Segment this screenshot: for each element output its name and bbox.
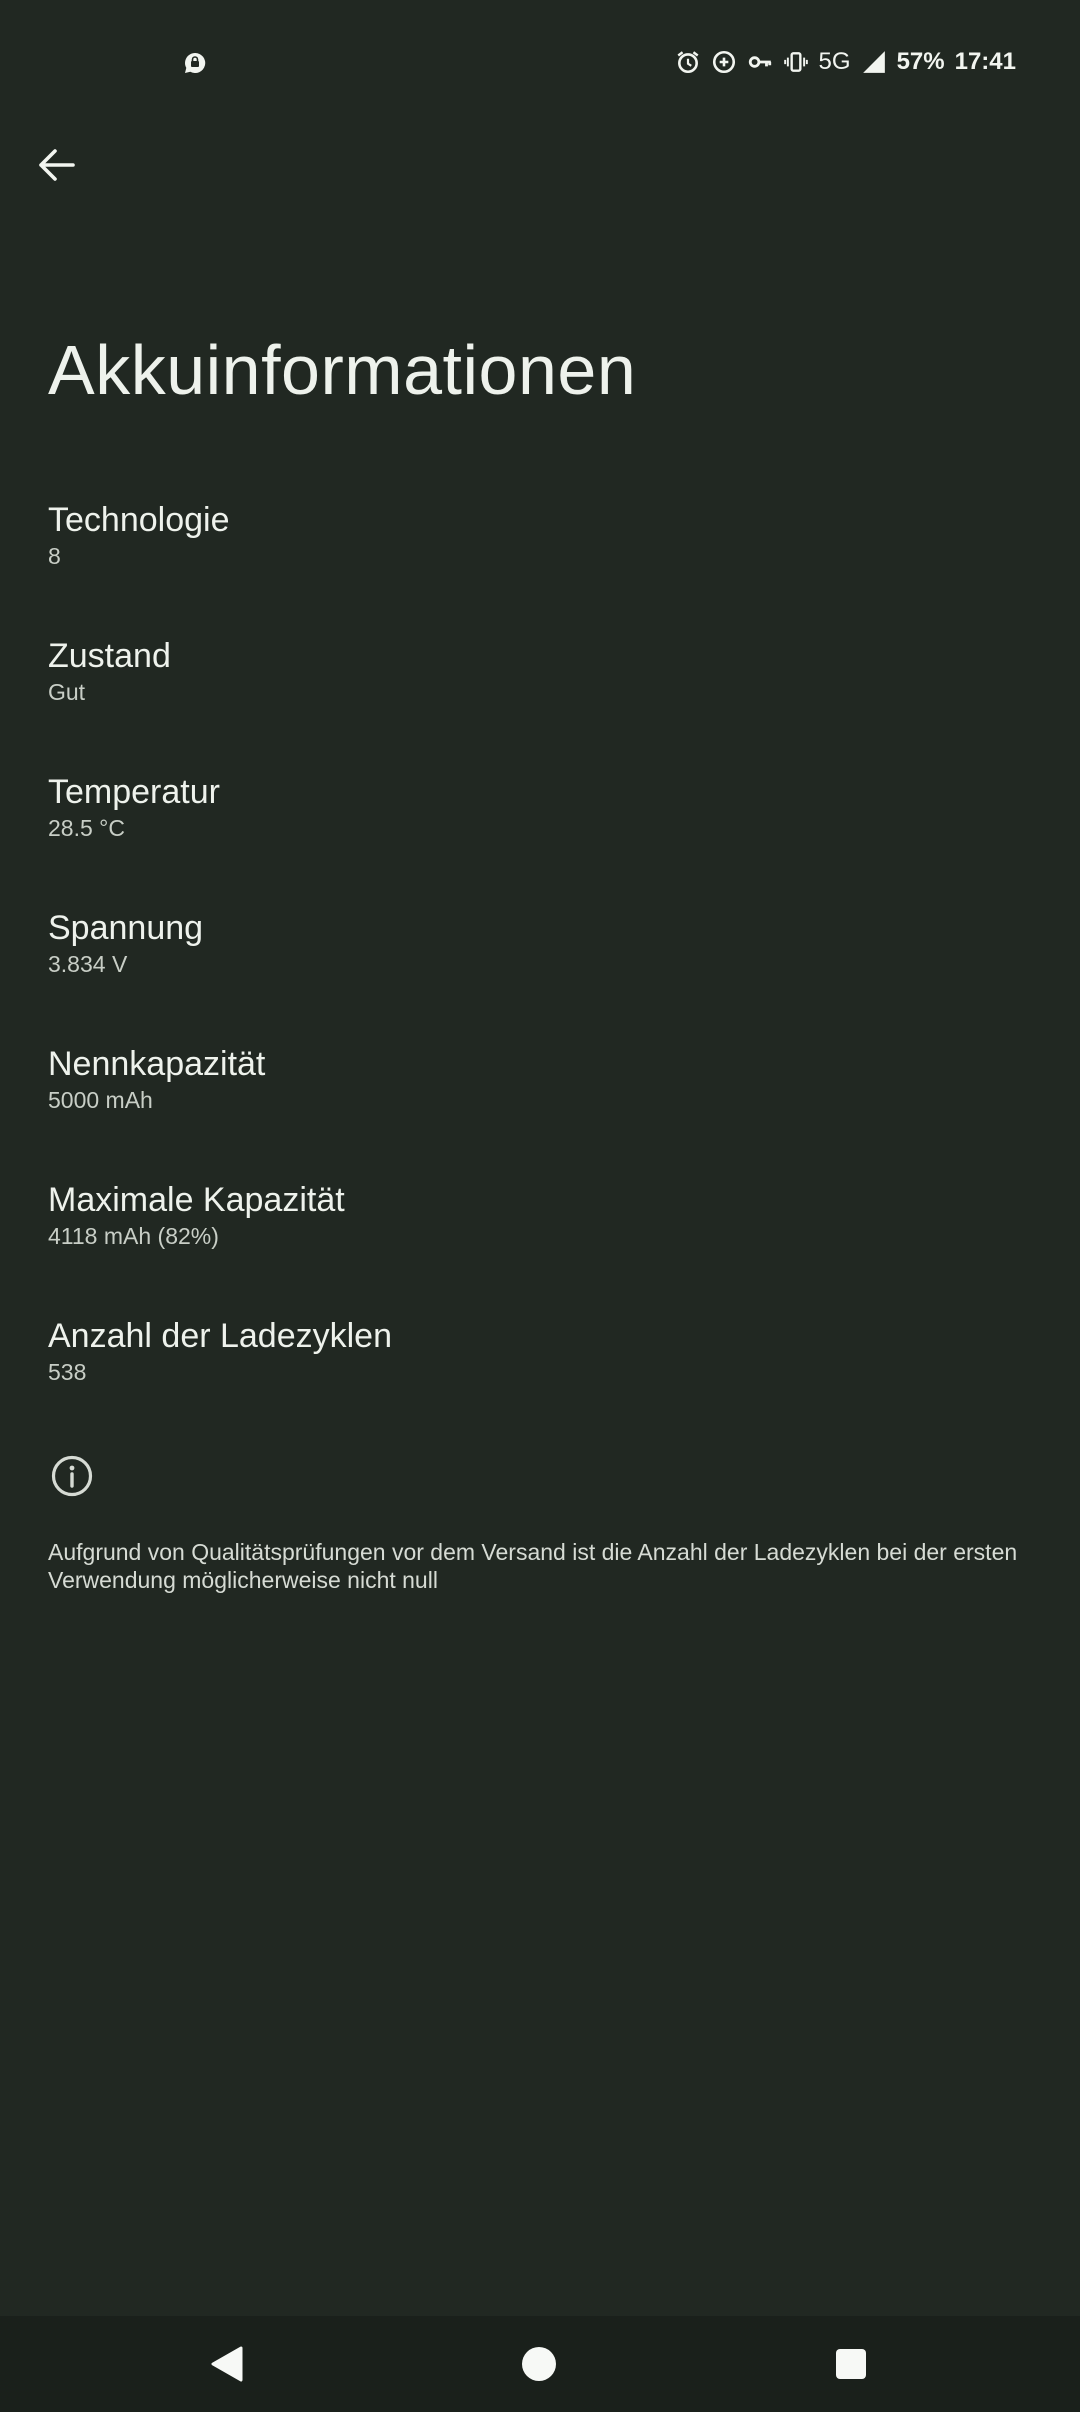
vpn-key-icon [747,49,773,75]
list-item-temperature [0,750,1080,886]
item-value: 3.834 V [48,951,128,977]
list-item-voltage [0,886,1080,1022]
status-icons [675,44,1016,80]
arrow-left-icon [37,148,75,182]
item-value: 4118 mAh (82%) [48,1223,219,1249]
list-item-technology [0,478,1080,614]
item-title: Maximale Kapazität [48,1181,345,1219]
item-title: Temperatur [48,773,220,811]
navigation-bar [0,2316,1080,2412]
clock: 17:41 [954,48,1016,75]
battery-info-list [0,478,1080,1430]
item-value: Gut [48,679,86,705]
item-title: Spannung [48,909,204,947]
cycle-count-note: Aufgrund von Qualitätsprüfungen vor dem Versand ist die Anzahl der Ladezyklen bei der ersten Verwendung möglicherweise nicht null [48,1539,1018,1593]
nav-home-button[interactable] [511,2336,567,2392]
item-title: Anzahl der Ladezyklen [48,1317,393,1355]
circle-home-icon [521,2346,557,2382]
alarm-icon [675,49,701,75]
list-item-health [0,614,1080,750]
status-bar [0,0,1080,124]
vibrate-icon [783,49,809,75]
info-icon [50,1454,94,1498]
list-item-max-capacity [0,1158,1080,1294]
page-title: Akkuinformationen [48,331,637,409]
chat-notification-icon [183,51,207,75]
nav-back-button[interactable] [198,2336,254,2392]
item-title: Technologie [48,501,230,539]
square-recents-icon [835,2348,867,2380]
list-item-cycle-count [0,1294,1080,1430]
data-saver-icon [711,49,737,75]
list-item-rated-capacity [0,1022,1080,1158]
item-title: Zustand [48,637,171,675]
nav-recents-button[interactable] [823,2336,879,2392]
signal-icon [861,49,887,75]
triangle-back-icon [208,2345,244,2383]
item-value: 28.5 °C [48,815,125,841]
network-type: 5G [818,48,851,75]
item-value: 5000 mAh [48,1087,153,1113]
item-title: Nennkapazität [48,1045,266,1083]
item-value: 538 [48,1359,87,1385]
battery-percent: 57% [896,48,945,75]
item-value: 8 [48,543,61,569]
back-button[interactable] [30,135,82,195]
